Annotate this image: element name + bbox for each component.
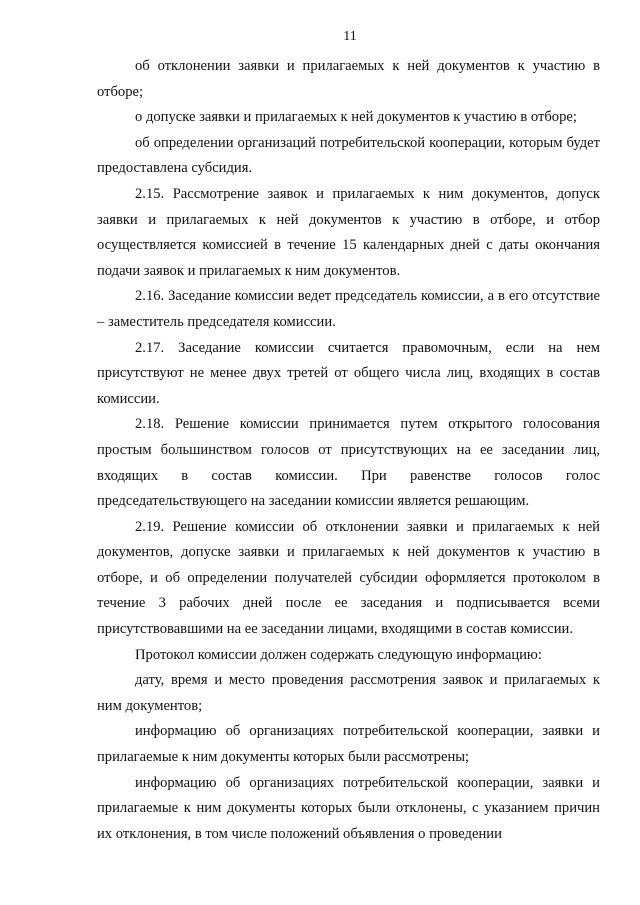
paragraph: 2.15. Рассмотрение заявок и прилагаемых к ним документов, допуск заявки и прилагаемых к ней документов к участию в отборе, и отбор осуществляется комиссией в течение 15 календарных дней с даты окончания подачи заявок и прилагаемых к ним документов.: [97, 185, 600, 279]
paragraph: об отклонении заявки и прилагаемых к ней документов к участию в отборе;: [97, 58, 600, 100]
paragraph: об определении организаций потребительской кооперации, которым будет предоставлена субсидия.: [97, 134, 600, 177]
paragraph: информацию об организациях потребительской кооперации, заявки и прилагаемые к ним документы которых были отклонены, с указанием причин их отклонения, в том числе положений объявления о проведении: [97, 774, 600, 842]
paragraph: 2.17. Заседание комиссии считается правомочным, если на нем присутствуют не менее двух третей от общего числа лиц, входящих в состав комиссии.: [97, 339, 600, 407]
paragraph: дату, время и место проведения рассмотрения заявок и прилагаемых к ним документов;: [97, 672, 600, 714]
paragraph: 2.19. Решение комиссии об отклонении заявки и прилагаемых к ней документов, допуске заявки и прилагаемых к ней документов к участию в отборе, и об определении получателей субсидии оформляется протоколом в течение 3 рабочих дней после ее заседания и подписывается всеми присутствовавшими на ее заседании лицами, входящими в состав комиссии.: [97, 518, 600, 638]
paragraph: информацию об организациях потребительской кооперации, заявки и прилагаемые к ним документы которых были рассмотрены;: [97, 723, 600, 766]
paragraph: 2.16. Заседание комиссии ведет председатель комиссии, а в его отсутствие – заместитель председателя комиссии.: [97, 288, 600, 330]
page-number: 11: [343, 29, 357, 44]
paragraph: Протокол комиссии должен содержать следующую информацию:: [135, 646, 542, 663]
paragraph: 2.18. Решение комиссии принимается путем открытого голосования простым большинством голосов от присутствующих на ее заседании лиц, входящих в состав комиссии. При равенстве голосов голос председательствующего на заседании комиссии является решающим.: [97, 416, 600, 510]
document-body: [97, 54, 600, 847]
paragraph: о допуске заявки и прилагаемых к ней документов к участию в отборе;: [135, 109, 577, 126]
